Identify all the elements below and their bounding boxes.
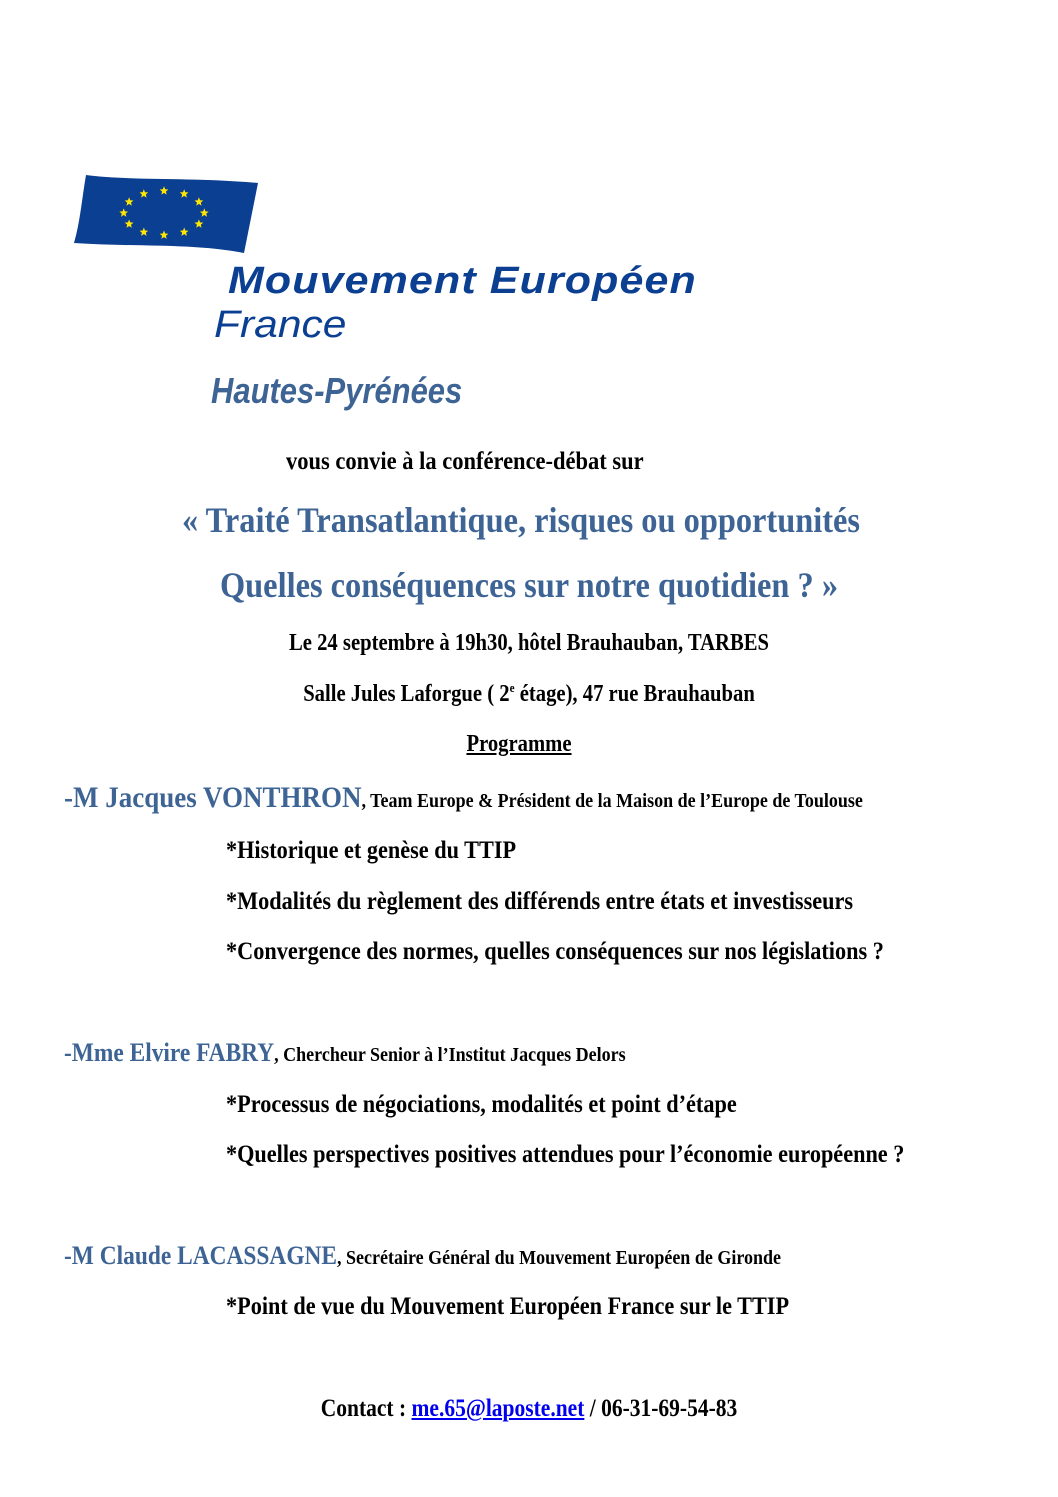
- topic-item: *Modalités du règlement des différends entre états et investisseurs: [226, 888, 854, 915]
- eu-flag-icon: [72, 173, 260, 255]
- contact-label: Contact :: [320, 1395, 412, 1422]
- speaker-2: [64, 1040, 626, 1066]
- contact: [74, 1396, 984, 1421]
- topic-item: *Quelles perspectives positives attendues pour l’économie européenne ?: [226, 1141, 905, 1168]
- logo-region: Hautes-Pyrénées: [211, 370, 463, 411]
- conference-title-line2: Quelles conséquences sur notre quotidien ? »: [219, 565, 839, 605]
- programme-heading: Programme: [466, 731, 572, 757]
- topic-item: *Processus de négociations, modalités et point d’étape: [226, 1091, 737, 1118]
- speaker-3: [64, 1243, 781, 1269]
- event-room: [74, 681, 984, 706]
- logo-country: France: [214, 304, 347, 346]
- room-text-rest: étage), 47 rue Brauhauban: [514, 681, 755, 707]
- speaker-1: [64, 783, 863, 813]
- invitation-text: vous convie à la conférence-débat sur: [286, 448, 644, 475]
- topic-item: *Historique et genèse du TTIP: [226, 837, 517, 864]
- contact-email-link[interactable]: me.65@laposte.net: [411, 1395, 585, 1422]
- speaker-name: -M Claude LACASSAGNE: [64, 1241, 338, 1270]
- room-superscript: e: [509, 680, 515, 695]
- speaker-role: , Secrétaire Général du Mouvement Européen de Gironde: [337, 1247, 781, 1269]
- speaker-name: -Mme Elvire FABRY: [64, 1038, 275, 1067]
- speaker-role: , Chercheur Senior à l’Institut Jacques Delors: [274, 1044, 626, 1066]
- logo-name: Mouvement Européen: [228, 260, 697, 302]
- speaker-role: , Team Europe & Président de la Maison de l’Europe de Toulouse: [361, 790, 863, 812]
- topic-item: *Convergence des normes, quelles conséquences sur nos législations ?: [226, 938, 884, 965]
- speaker-name: -M Jacques VONTHRON: [64, 781, 362, 814]
- topic-item: *Point de vue du Mouvement Européen France sur le TTIP: [226, 1293, 790, 1320]
- conference-title-line1: « Traité Transatlantique, risques ou opportunités: [181, 500, 861, 540]
- contact-phone: / 06-31-69-54-83: [584, 1395, 738, 1422]
- room-text: Salle Jules Laforgue ( 2: [303, 681, 510, 707]
- event-date-place: Le 24 septembre à 19h30, hôtel Brauhauban, TARBES: [289, 630, 769, 656]
